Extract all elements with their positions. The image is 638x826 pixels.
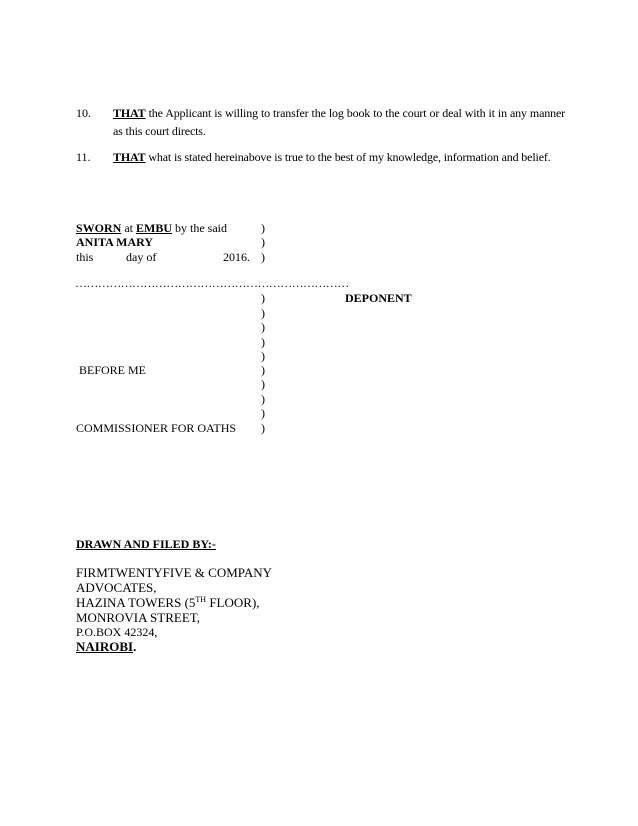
firm-pobox: P.O.BOX 42324, — [76, 625, 158, 639]
jurat-sworn-line — [76, 221, 227, 236]
city-dot: . — [133, 639, 137, 654]
sworn-label: SWORN — [76, 221, 122, 235]
paragraph-keyword: THAT — [113, 150, 146, 164]
bracket: ) — [261, 377, 265, 391]
year: 2016. — [223, 250, 250, 264]
paragraph-11-text — [113, 148, 565, 166]
building-post: FLOOR), — [206, 595, 260, 610]
paragraph-number: 10. — [76, 106, 91, 120]
building-superscript: TH — [195, 595, 207, 604]
drawn-filed-heading: DRAWN AND FILED BY:- — [76, 537, 216, 551]
before-me-label: BEFORE ME — [79, 363, 147, 377]
day-of: day of — [126, 250, 157, 264]
this-word: this — [76, 250, 94, 264]
city-name: NAIROBI — [76, 639, 134, 654]
bracket: ) — [261, 421, 265, 435]
bracket: ) — [261, 306, 265, 320]
bracket: ) — [261, 392, 265, 406]
bracket: ) — [261, 250, 265, 264]
commissioner-label: COMMISSIONER FOR OATHS — [76, 421, 237, 435]
bracket: ) — [261, 235, 265, 249]
bracket: ) — [261, 349, 265, 363]
deponent-label: DEPONENT — [345, 291, 412, 305]
by-the-said: by the said — [175, 221, 228, 235]
firm-city — [76, 639, 136, 655]
building-pre: HAZINA TOWERS (5 — [76, 595, 196, 610]
firm-street: MONROVIA STREET, — [76, 610, 200, 625]
bracket: ) — [261, 221, 265, 235]
firm-name: FIRMTWENTYFIVE & COMPANY — [76, 565, 272, 580]
bracket: ) — [261, 363, 265, 377]
at-word: at — [124, 221, 134, 235]
bracket: ) — [261, 291, 265, 305]
bracket: ) — [261, 320, 265, 334]
firm-advocates: ADVOCATES, — [76, 580, 157, 595]
paragraph-10-text — [113, 104, 565, 140]
paragraph-body: the Applicant is willing to transfer the log book to the court or deal with it in any manner as this court directs. — [113, 106, 565, 138]
deponent-name: ANITA MARY — [76, 235, 154, 249]
signature-line: ……………………………………………………………… — [75, 276, 349, 290]
paragraph-number: 11. — [76, 150, 91, 164]
paragraph-body: what is stated hereinabove is true to the best of my knowledge, information and belief. — [148, 150, 551, 164]
sworn-place: EMBU — [136, 221, 173, 235]
paragraph-keyword: THAT — [113, 106, 146, 120]
bracket: ) — [261, 335, 265, 349]
firm-building — [76, 595, 260, 611]
bracket: ) — [261, 406, 265, 420]
